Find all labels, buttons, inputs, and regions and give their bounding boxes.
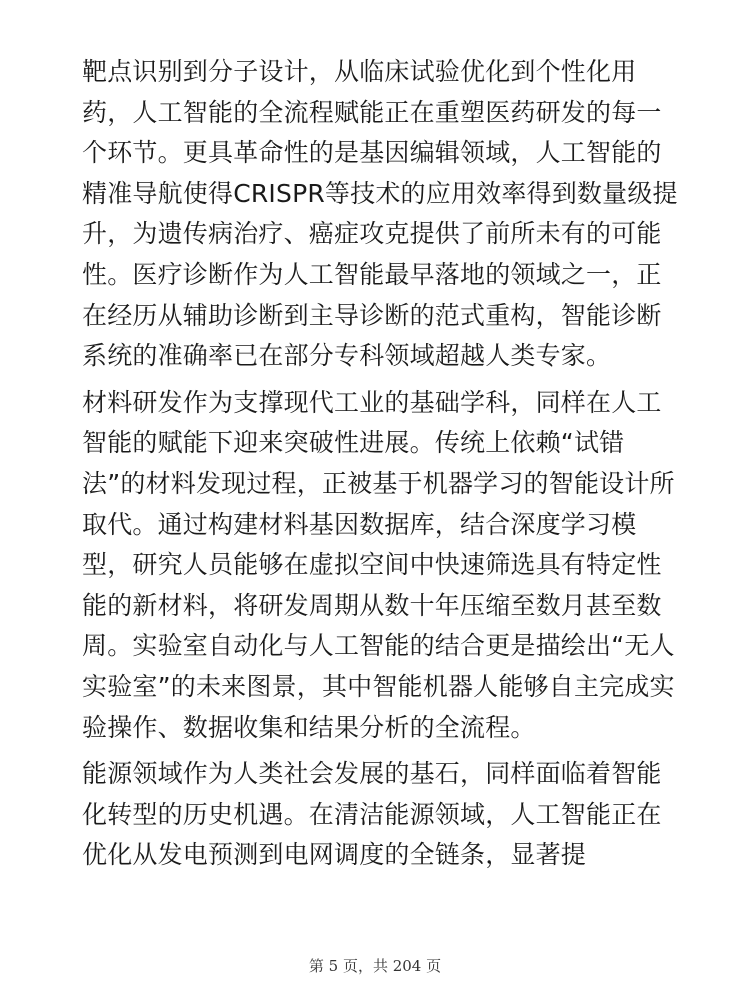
paragraph-2: 材料研发作为支撑现代工业的基础学科，同样在人工智能的赋能下迎来突破性进展。传统上依赖“试错法”的材料发现过程，正被基于机器学习的智能设计所取代。通过构建材料基因数据库，结合深度学习模型，研究人员能够在虚拟空间中快速筛选具有特定性能的新材料，将研发周期从数十年压缩至数月甚至数周。实验室自动化与人工智能的结合更是描绘出“无人实验室”的未来图景，其中智能机器人能够自主完成实验操作、数据收集和结果分析的全流程。	[82, 387, 675, 742]
paragraph-3: 能源领域作为人类社会发展的基石，同样面临着智能化转型的历史机遇。在清洁能源领域，人工智能正在优化从发电预测到电网调度的全链条，显著提	[82, 759, 662, 870]
page-footer: 第 5 页，共 204 页	[308, 957, 442, 975]
document-body	[82, 52, 682, 882]
paragraph-1: 靶点识别到分子设计，从临床试验优化到个性化用药，人工智能的全流程赋能正在重塑医药研发的每一个环节。更具革命性的是基因编辑领域，人工智能的精准导航使得CRISPR等技术的应用效率得到数量级提升，为遗传病治疗、癌症攻克提供了前所未有的可能性。医疗诊断作为人工智能最早落地的领域之一，正在经历从辅助诊断到主导诊断的范式重构，智能诊断系统的准确率已在部分专科领域超越人类专家。	[82, 57, 678, 371]
